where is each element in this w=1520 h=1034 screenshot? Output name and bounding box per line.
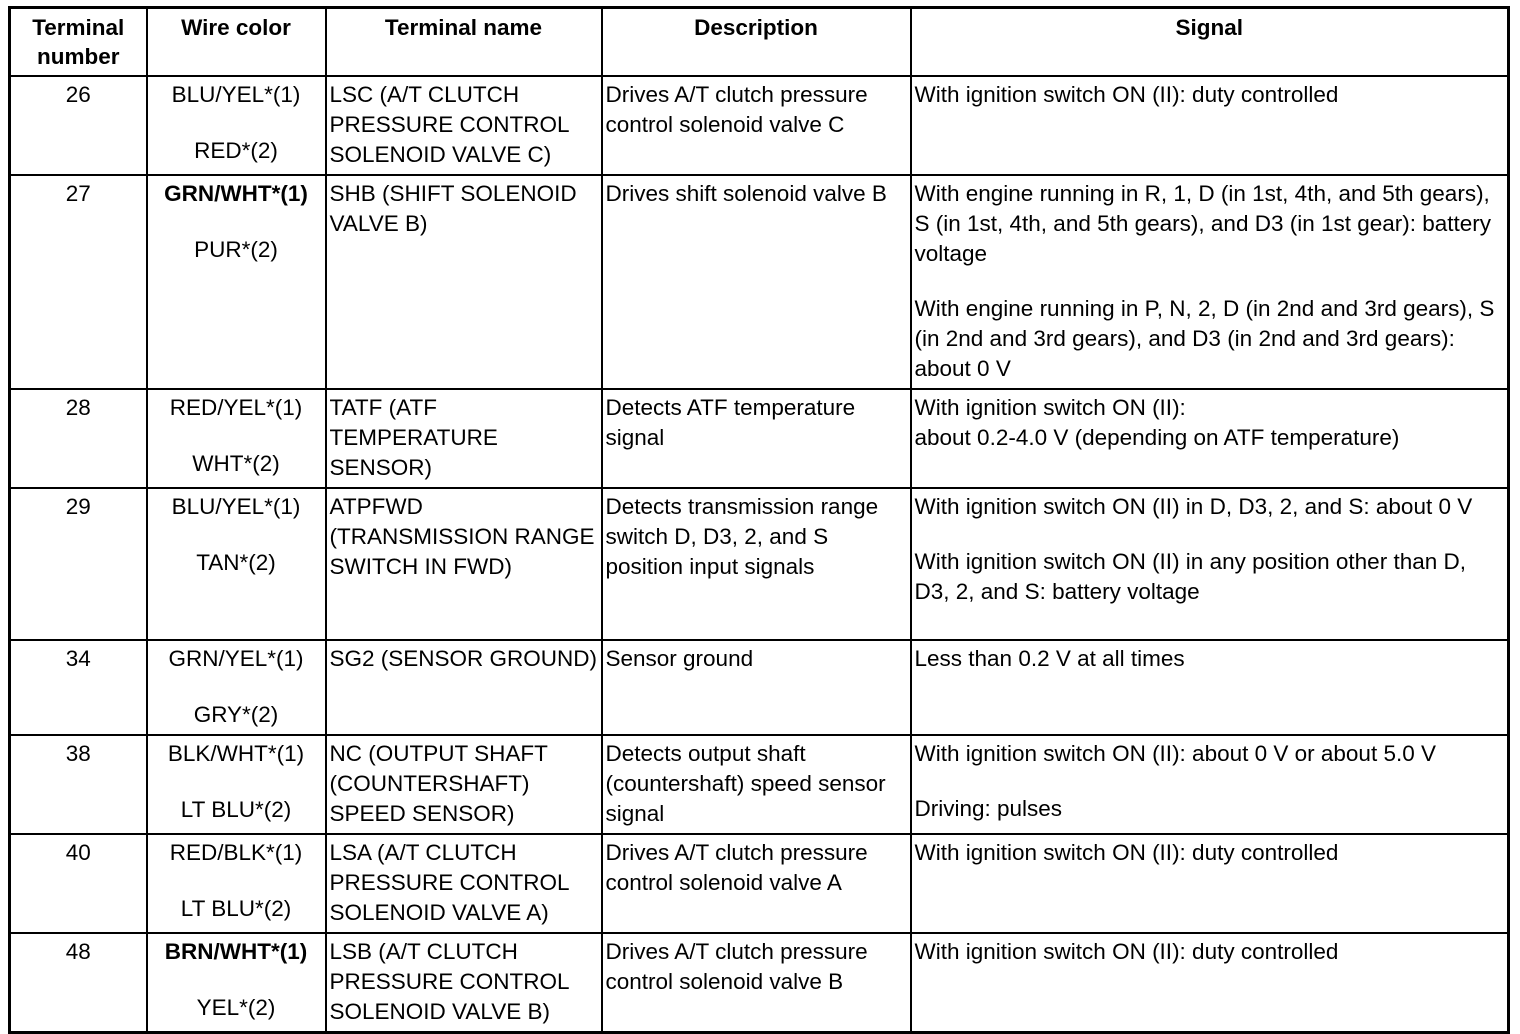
- wire-color-cell: [147, 834, 326, 933]
- table-row: [10, 640, 1509, 735]
- wire-color-cell: [147, 76, 326, 175]
- terminal-number-cell: 34: [10, 640, 147, 735]
- terminal-table: [8, 6, 1510, 1034]
- wire-color-option-2: YEL*(2): [196, 995, 276, 1020]
- terminal-number-cell: 29: [10, 488, 147, 640]
- table-row: [10, 735, 1509, 834]
- wire-color-option-2: PUR*(2): [194, 237, 278, 262]
- terminal-name-cell: SG2 (SENSOR GROUND): [326, 640, 602, 735]
- signal-paragraph: With engine running in P, N, 2, D (in 2nd and 3rd gears), S (in 2nd and 3rd gears), and D3 (in 2nd and 3rd gears): about 0 V: [914, 296, 1495, 381]
- wire-color-option-1: BLU/YEL*(1): [171, 494, 301, 519]
- wire-color-option-1: BLU/YEL*(1): [171, 82, 301, 107]
- signal-paragraph: Less than 0.2 V at all times: [914, 646, 1185, 671]
- signal-cell: [911, 640, 1509, 735]
- terminal-name-cell: TATF (ATF TEMPERATURE SENSOR): [326, 389, 602, 488]
- table-row: [10, 488, 1509, 640]
- wire-color-cell: [147, 735, 326, 834]
- description-cell: Detects ATF temperature signal: [602, 389, 911, 488]
- terminal-number-cell: 26: [10, 76, 147, 175]
- wire-color-option-1: GRN/YEL*(1): [168, 646, 304, 671]
- wire-color-option-1: BRN/WHT*(1): [164, 939, 308, 964]
- description-cell: Detects transmission range switch D, D3, 2, and S position input signals: [602, 488, 911, 640]
- terminal-number-cell: 27: [10, 175, 147, 389]
- header-row: [10, 8, 1509, 77]
- signal-cell: [911, 175, 1509, 389]
- terminal-number-cell: 40: [10, 834, 147, 933]
- signal-paragraph: With ignition switch ON (II): duty controlled: [914, 939, 1339, 964]
- terminal-name-cell: LSA (A/T CLUTCH PRESSURE CONTROL SOLENOID VALVE A): [326, 834, 602, 933]
- terminal-name-cell: ATPFWD (TRANSMISSION RANGE SWITCH IN FWD): [326, 488, 602, 640]
- wire-color-cell: [147, 640, 326, 735]
- signal-cell: [911, 389, 1509, 488]
- table-row: [10, 76, 1509, 175]
- signal-paragraph: With ignition switch ON (II): duty controlled: [914, 82, 1339, 107]
- header-description: Description: [602, 8, 911, 77]
- signal-paragraph: With ignition switch ON (II): about 0 V or about 5.0 V: [914, 741, 1436, 766]
- wire-color-option-2: GRY*(2): [193, 702, 279, 727]
- wire-color-cell: [147, 933, 326, 1033]
- wire-color-option-2: WHT*(2): [192, 451, 280, 476]
- wire-color-option-1: RED/YEL*(1): [169, 395, 303, 420]
- terminal-name-cell: NC (OUTPUT SHAFT (COUNTERSHAFT) SPEED SENSOR): [326, 735, 602, 834]
- header-terminal-number: Terminal number: [10, 8, 147, 77]
- wire-color-option-2: RED*(2): [194, 138, 278, 163]
- signal-paragraph: Driving: pulses: [914, 796, 1063, 821]
- table-row: [10, 834, 1509, 933]
- description-cell: Sensor ground: [602, 640, 911, 735]
- signal-cell: [911, 488, 1509, 640]
- description-cell: Drives A/T clutch pressure control solenoid valve C: [602, 76, 911, 175]
- wire-color-option-2: LT BLU*(2): [180, 896, 292, 921]
- wire-color-cell: [147, 389, 326, 488]
- signal-cell: [911, 834, 1509, 933]
- terminal-number-cell: 28: [10, 389, 147, 488]
- table-row: [10, 175, 1509, 389]
- header-wire-color: Wire color: [147, 8, 326, 77]
- wire-color-cell: [147, 175, 326, 389]
- signal-paragraph: With ignition switch ON (II): duty controlled: [914, 840, 1339, 865]
- terminal-name-cell: SHB (SHIFT SOLENOID VALVE B): [326, 175, 602, 389]
- terminal-name-cell: LSB (A/T CLUTCH PRESSURE CONTROL SOLENOID VALVE B): [326, 933, 602, 1033]
- terminal-number-cell: 38: [10, 735, 147, 834]
- wire-color-option-2: LT BLU*(2): [180, 797, 292, 822]
- description-cell: Drives A/T clutch pressure control solenoid valve A: [602, 834, 911, 933]
- signal-paragraph: With ignition switch ON (II) in any position other than D, D3, 2, and S: battery voltage: [914, 549, 1466, 604]
- signal-cell: [911, 76, 1509, 175]
- description-cell: Drives A/T clutch pressure control solenoid valve B: [602, 933, 911, 1033]
- header-signal: Signal: [911, 8, 1509, 77]
- description-cell: Drives shift solenoid valve B: [602, 175, 911, 389]
- wire-color-option-1: BLK/WHT*(1): [167, 741, 305, 766]
- header-terminal-name: Terminal name: [326, 8, 602, 77]
- wire-color-cell: [147, 488, 326, 640]
- table-row: [10, 389, 1509, 488]
- wire-color-option-1: GRN/WHT*(1): [164, 181, 308, 206]
- table-row: [10, 933, 1509, 1033]
- wire-color-option-1: RED/BLK*(1): [169, 840, 303, 865]
- terminal-number-cell: 48: [10, 933, 147, 1033]
- signal-paragraph: With ignition switch ON (II) in D, D3, 2, and S: about 0 V: [914, 494, 1473, 519]
- signal-paragraph: With engine running in R, 1, D (in 1st, 4th, and 5th gears), S (in 1st, 4th, and 5th gears), and D3 (in 1st gear): battery voltage: [914, 181, 1492, 266]
- signal-cell: [911, 735, 1509, 834]
- description-cell: Detects output shaft (countershaft) speed sensor signal: [602, 735, 911, 834]
- signal-paragraph: With ignition switch ON (II): about 0.2-4.0 V (depending on ATF temperature): [914, 395, 1400, 450]
- signal-cell: [911, 933, 1509, 1033]
- terminal-name-cell: LSC (A/T CLUTCH PRESSURE CONTROL SOLENOID VALVE C): [326, 76, 602, 175]
- wire-color-option-2: TAN*(2): [196, 550, 276, 575]
